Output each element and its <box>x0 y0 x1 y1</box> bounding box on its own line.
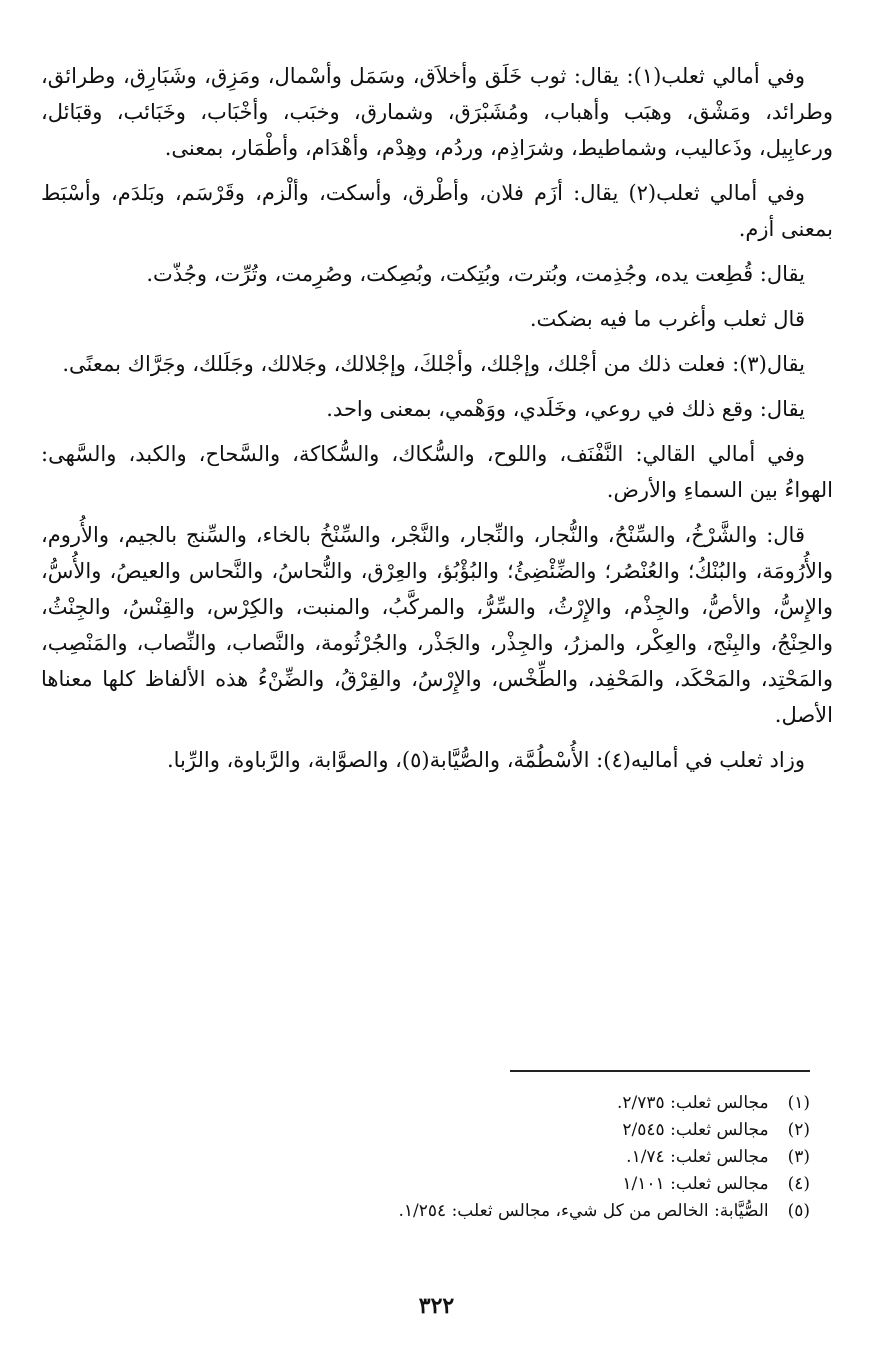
paragraph-8: قال: والشَّرْخُ، والسِّنْحُ، والنُّجار، والنِّجار، والنَّجْر، والسِّنْخُ بالخاء، والسِّنج بالجيم، والأُروم، والأُرُومَة، والبُنْكُ؛ والعُنْصُر؛ والضِّئْضِئُ؛ والبُؤْبُؤ، والعِرْق، والنُّحاسُ، والنَّحاس والعيصُ، والأُسُّ، والإِسُّ، والأصُّ، والجِذْم، والإِرْثُ، والسِّرُّ، والمركَّبُ، والمنبت، والكِرْس، والقِنْسُ، والجِنْثُ، والحِنْجُ، والبِنْج، والعِكْر، والمزرُ، والجِذْر، والجَذْر، والجُرْثُومة، والنَّصاب، والنِّصاب، والمَنْصِب، والمَحْتِد، والمَحْكَد، والمَحْفِد، والطِّخْس، والإِرْسُ، والقِرْقُ، والضِّنْءُ هذه الألفاظ كلها معناها الأصل. <box>41 523 833 727</box>
paragraph-5: يقال(٣): فعلت ذلك من أجْلك، وإجْلك، وأجْلكَ، وإجْلالك، وجَلالك، وجَلَلك، وجَرَّاك بمعنًى. <box>62 352 805 376</box>
paragraph-3: يقال: قُطِعت يده، وجُذِمت، وبُترت، وبُتِكت، وبُصِكت، وصُرِمت، وتُرِّت، وجُذّت. <box>146 262 805 286</box>
footnote-text: مجالس ثعلب: ١/٧٤. <box>626 1147 769 1167</box>
footnote-text: مجالس ثعلب: ٢/٥٤٥ <box>622 1120 769 1140</box>
footnotes-list <box>70 1090 810 1225</box>
footnote-4 <box>70 1171 810 1198</box>
footnote-number: (٥) <box>787 1201 810 1221</box>
paragraph-7: وفي أمالي القالي: النَّفْنَف، واللوح، والسُّكاك، والسُّكاكة، والسَّحاح، والكبد، والسَّهى: الهواءُ بين السماءِ والأرض. <box>41 442 833 502</box>
footnote-number: (١) <box>787 1093 810 1113</box>
paragraph-2: وفي أمالي ثعلب(٢) يقال: أزَم فلان، وأطْرق، وأسكت، وألْزم، وقَرْسَم، وبَلدَم، وأسْبَط بمعنى أزم. <box>41 181 833 241</box>
footnote-2 <box>70 1117 810 1144</box>
footnote-number: (٢) <box>787 1120 810 1140</box>
paragraph-4: قال ثعلب وأغرب ما فيه بضكت. <box>529 307 805 331</box>
footnote-number: (٤) <box>787 1174 810 1194</box>
paragraph-6: يقال: وقع ذلك في روعي، وخَلَدي، ووَهْمي، بمعنى واحد. <box>326 397 805 421</box>
footnote-text: الصُّيَّابة: الخالص من كل شيء، مجالس ثعلب: ١/٢٥٤. <box>398 1201 769 1221</box>
footnote-text: مجالس ثعلب: ١/١٠١ <box>622 1174 769 1194</box>
paragraph-1: وفي أمالي ثعلب(١): يقال: ثوب خَلَق وأخلاَق، وسَمَل وأسْمال، ومَزِق، وشَبَارِق، وطرائق، وطرائد، ومَشْق، وهبَب وأهباب، ومُشَبْرَق، وشمارق، وخبَب، وأخْبَاب، وخَبَائب، وقبَائل، ورعابِيل، وذَعاليب، وشماطيط، وشرَاذِم، وردُم، وهِدْم، وأهْدَام، وأطْمَار، بمعنى. <box>41 64 833 160</box>
page-number: ٣٢٢ <box>418 1293 455 1319</box>
footnote-1 <box>70 1090 810 1117</box>
main-text <box>41 58 833 787</box>
footnote-text: مجالس ثعلب: ٢/٧٣٥. <box>617 1093 769 1113</box>
paragraph-9: وزاد ثعلب في أماليه(٤): الأُسْطُمَّة، والصُّيَّابة(٥)، والصوَّابة، والرَّباوة، والرِّبا. <box>166 748 805 772</box>
footnote-3 <box>70 1144 810 1171</box>
footnote-5 <box>70 1198 810 1225</box>
footnote-number: (٣) <box>787 1147 810 1167</box>
footnote-divider <box>510 1070 810 1072</box>
